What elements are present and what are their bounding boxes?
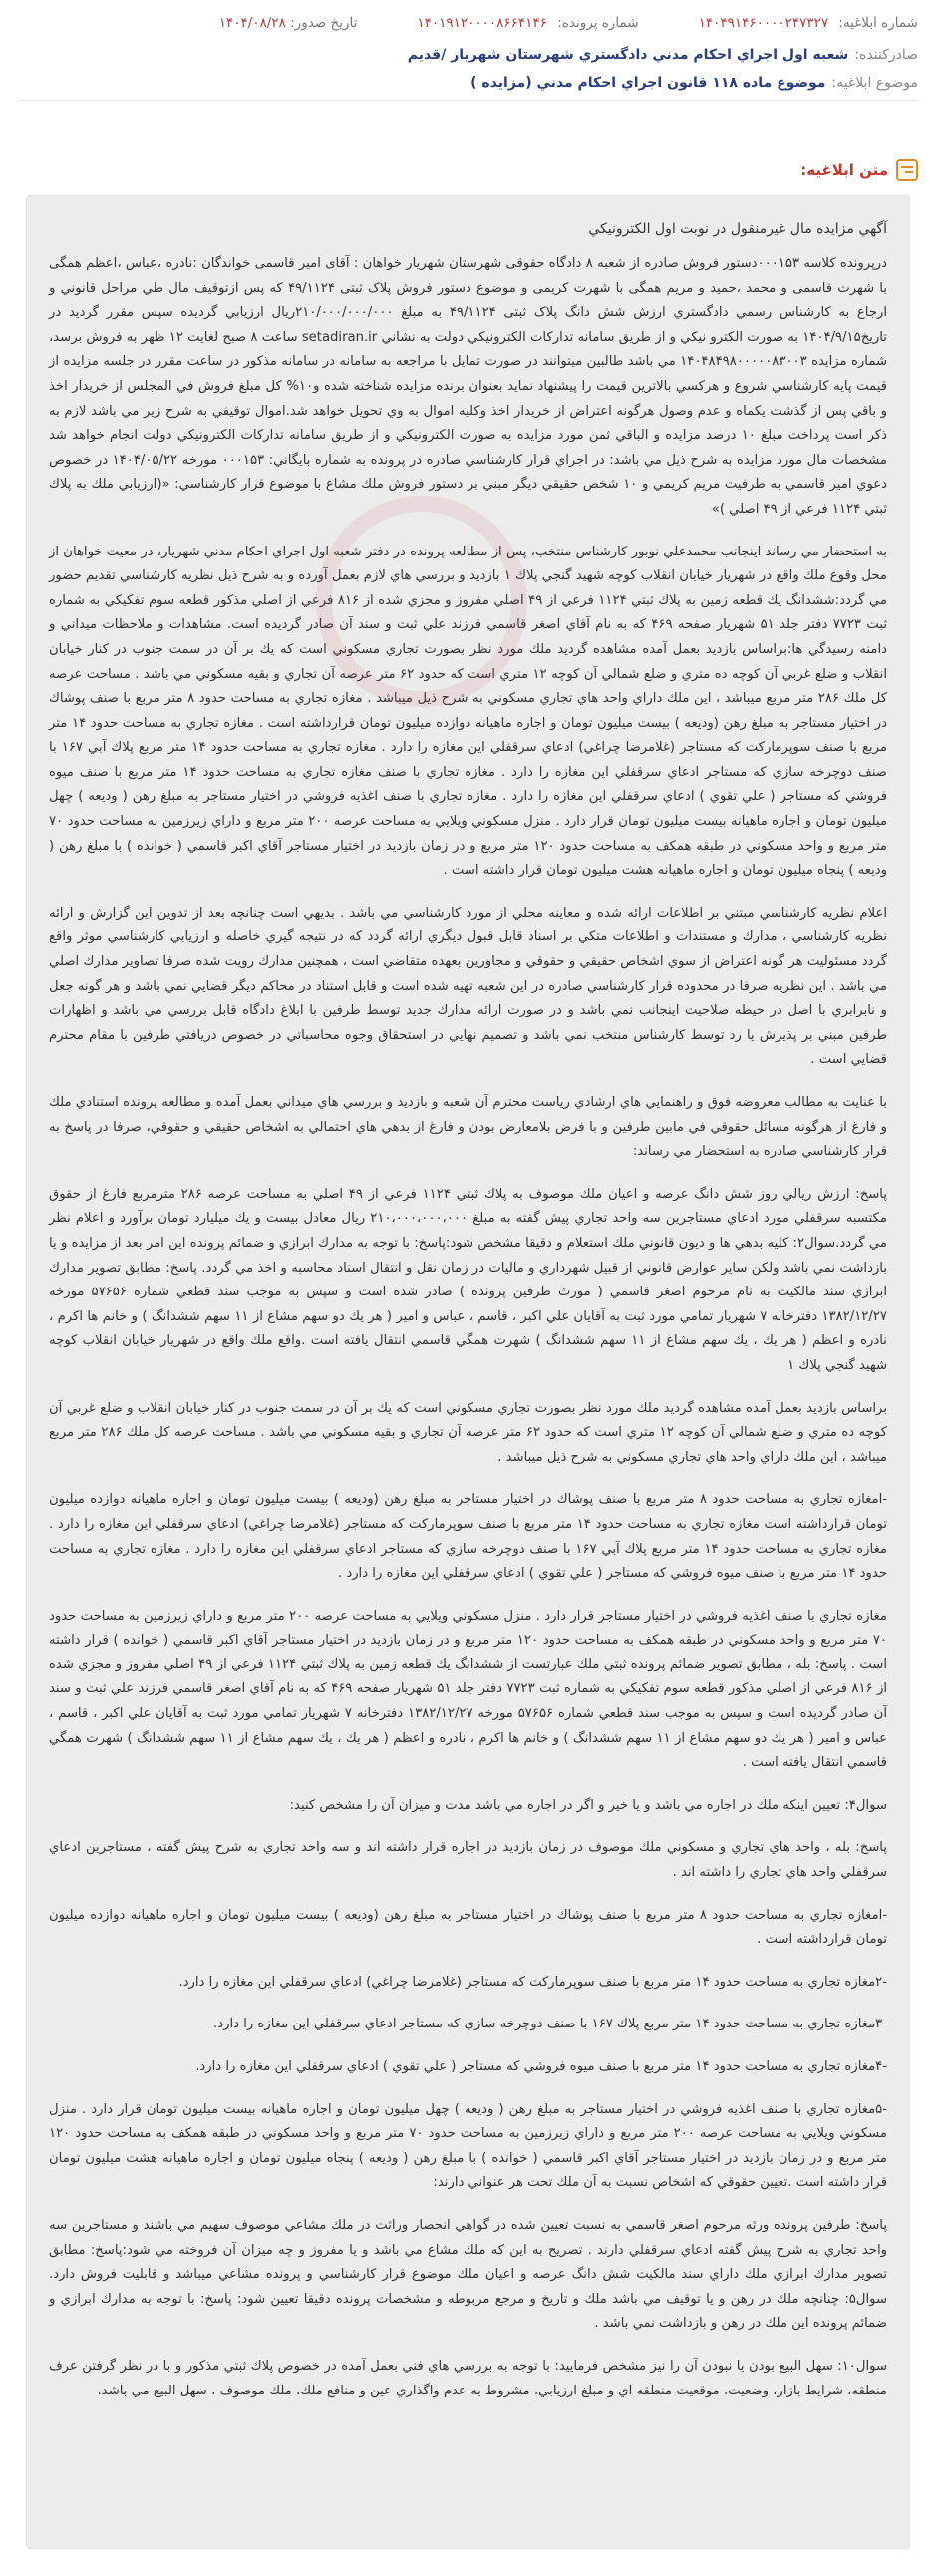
paragraph-10: پاسخ: بله ، واحد هاي تجاري و مسكوني ملك موصوف در زمان بازديد در اجاره قرار داشته اند و سه واحد تجاري به شرح پيش گفته ، مستاجرين ادعاي سرقفلي واحد هاي تجاري را داشته اند . bbox=[49, 1840, 887, 1881]
issuer-value: شعبه اول اجراي احكام مدني دادگستري شهرستان شهريار /قديم bbox=[407, 47, 849, 63]
paragraph-3: اعلام نظريه كارشناسي مبتني بر اطلاعات ارائه شده و معاينه محلي از مورد كارشناسي مي باشد . بديهي است چنانچه بعد از تدوين اين گزارش و ارائه نظريه كارشناسي ، مدارك و مستندات و اطلاعات متكي بر اسناد قابل قبول ديگري ارائه گردد كه در نتيجه گيري خاصله و ارزيابي كارشناسي موثر واقع گردد مسئوليت هر گونه اعتراض از سوي اشخاص حقيقي و حقوقي و مجاورين بعهده متقاضي است ، همچنين مدارك رويت شده صرفا تصاوير مدارك اصلي مي باشد . اين نظريه صرفا در محدوده قرار كارشناسي صادره در اين شعبه تهيه شده است و قابل استناد در محاكم ديگر قضايي نمي باشد و هر گونه جعل و نابرابري با اصل در حيطه صلاحيت اينجانب نمي باشد و در صورت ارائه مدارك جديد توسط طرفين با ابلاغ دادگاه قابل بررسي مي باشد و اظهارات طرفين مبني بر پذيرش يا رد توسط كارشناس منتخب نمي باشد و تصميم نهايي در استحقاق وجوه محاسباتي در خصوص دريافتي طرفين با مقام محترم قضايي است . bbox=[49, 905, 887, 1068]
document-icon bbox=[896, 159, 918, 181]
case-number-label: شماره پرونده: bbox=[557, 15, 639, 31]
issuer-label: صادرکننده: bbox=[854, 47, 918, 63]
notice-number-value: ۱۴۰۴۹۱۴۶۰۰۰۰۲۴۷۳۲۷ bbox=[698, 15, 829, 31]
paragraph-16: پاسخ: طرفين پرونده ورثه مرحوم اصغر قاسمي به نسبت تعيين شده در گواهي انحصار وراثت در ملك مشاعي موصوف سهيم مي باشند و مستاجرين سه واحد تجاري به شرح پيش گفته ادعاي سرقفلي دارند . تصريح به اين كه ملك مشاع مي باشد و يا مفروز و چه ميزان آن فروخته مي شود:پاسخ: مطابق تصوير مدارك ابرازي ملك داراي سند مالكيت شش دانگ عرصه و اعيان ملك موضوع قرار كارشناسي و پرونده مشاعي ميباشد و قابليت فروش دارد. سوال۵: چنانچه ملك در رهن و يا توقيف مي باشد ملك و تاريخ و مرجع مربوطه و مشخصات پرونده دقيقا تعيين شود: پاسخ: با توجه به مدارك ابرازي و ضمائم پرونده اين ملك در رهن و بازداشت نمي باشد . bbox=[49, 2217, 887, 2332]
subject-label: موضوع ابلاغیه: bbox=[831, 75, 918, 91]
paragraph-7: -امغازه تجاري به مساحت حدود ۸ متر مربع با صنف پوشاك در اختيار مستاجر به مبلغ رهن (وديعه ) بيست ميليون تومان و اجاره ماهيانه دوازده ميليون تومان قرارداشته است مغازه تجاري به مساحت حدود ۱۴ متر مربع با صنف سوپرماركت كه مستاجر (غلامرضا چراغي) ادعاي سرقفلي اين مغازه را دارد . مغازه تجاري به مساحت حدود ۱۴ متر مربع پلاك آبي ۱۶۷ با صنف دوچرخه سازي كه مستاجر ادعاي سرقفلي اين مغازه را دارد . مغازه تجاري به مساحت حدود ۱۴ متر مربع با صنف ميوه فروشي كه مستاجر ( علي تقوي ) ادعاي سرقفلي اين مغازه را دارد . bbox=[49, 1492, 887, 1582]
notice-number-label: شماره ابلاغیه: bbox=[838, 15, 918, 31]
issue-date-label: تاریخ صدور: bbox=[290, 15, 358, 31]
paragraph-12: -۲مغازه تجاري به مساحت حدود ۱۴ متر مربع با صنف سوپرماركت كه مستاجر (غلامرضا چراغي) ادعاي سرقفلي اين مغازه را دارد. bbox=[178, 1974, 887, 1990]
notice-header bbox=[0, 0, 936, 110]
notice-meta-row bbox=[18, 10, 918, 36]
paragraph-8: مغازه تجاري با صنف اغذيه فروشي در اختيار مستاجر قرار دارد . منزل مسكوني ويلايي به مساحت عرصه ۲۰۰ متر مربع و داراي زيرزمين به مساحت حدود ۷۰ متر مربع و واحد مسكوني در طبقه همكف به مساحت حدود ۱۲۰ متر مربع و در زمان بازديد در اختيار مستاجر آقاي اكبر قاسمي ( خوانده ) قرار داشته است . پاسخ: بله ، مطابق تصوير ضمائم پرونده ثبتي ملك عبارتست از ششدانگ يك قطعه زمين به پلاك ثبتي ۱۱۲۴ فرعي از ۴۹ اصلي مفروز و مجزي شده از ۸۱۶ فرعي از اصلي مذكور قطعه سوم تفكيكي به شماره ثبت ۷۷۲۳ دفتر جلد ۵۱ شهريار صفحه ۴۶۹ كه به نام آقاي اصغر قاسمي فرزند علي ثبت و سند آن صادر گرديده است و سپس به موجب سند قطعي شماره ۵۷۶۵۶ مورخه ۱۳۸۲/۱۲/۲۷ دفترخانه ۷ شهريار تمامي مورد ثبت به آقايان علي اكبر ، قاسم ، عباس و امير ( هر يك دو سهم مشاع از ۱۱ سهم ششدانگ ) و خانم ها اكرم ، نادره و اعظم ( هر يك ، يك سهم مشاع از ۱۱ سهم ششدانگ ) شهرت همگي قاسمي انتقال يافته است . bbox=[49, 1608, 888, 1771]
notice-number bbox=[699, 15, 918, 31]
paragraph-4: با عنايت به مطالب معروضه فوق و راهنمايي هاي ارشادي رياست محترم آن شعبه و بازديد و بررسي هاي ميداني بعمل آمده و مطالعه پرونده استنادي ملك و فارغ از هرگونه مسائل حقوقي في مابين طرفين و با فرض بلامعارض بودن و فارغ از بدهي هاي احتمالي به اشخاص حقيقي و حقوقي، صرفا در پاسخ به قرار كارشناسي صادره به استحضار مي رساند: bbox=[49, 1095, 887, 1160]
issuer-row bbox=[18, 42, 918, 68]
case-number bbox=[417, 15, 638, 31]
issue-date-value: ۱۴۰۴/۰۸/۲۸ bbox=[218, 15, 286, 31]
paragraph-5: پاسخ: ارزش ريالي روز شش دانگ عرصه و اعيان ملك موصوف به پلاك ثبتي ۱۱۲۴ فرعي از ۴۹ اصلي به مساحت عرصه ۲۸۶ مترمربع فارغ از حقوق مكتسبه سرقفلي مورد ادعاي مستاجرين سه واحد تجاري پيش گفته به مبلغ ۲۱۰،۰۰۰،۰۰۰،۰۰۰ ريال معادل بيست و يك ميليارد تومان برآورد و اعلام نظر مي گردد.سوال۲: كليه بدهي ها و ديون قانوني ملك استعلام و دقيقا مشخص شود:پاسخ: با توجه به مدارك ابرازي و ضمائم پرونده اين امر بعد از مزايده و يا بازداشت نمي باشد ولكن ساير عوارض قانوني از قبيل شهرداري و ماليات در زمان نقل و انتقال اسناد محاسبه و اخذ مي گردد. پاسخ: مطابق تصوير مدارك ابرازي سند مالكيت به نام مرحوم اصغر قاسمي ( مورث طرفين پرونده ) صادر شده است و سپس به موجب سند قطعي شماره ۵۷۶۵۶ مورخه ۱۳۸۲/۱۲/۲۷ دفترخانه ۷ شهريار تمامي مورد ثبت به آقايان علي اكبر ، قاسم ، عباس و امير ( هر يك دو سهم مشاع از ۱۱ سهم ششدانگ ) و خانم ها اكرم ، نادره و اعظم ( هر يك ، يك سهم مشاع از ۱۱ سهم ششدانگ ) شهرت همگي قاسمي انتقال يافته است .واقع ملك واقع در شهريار خيابان انقلاب كوچه شهيد گنجي پلاك ۱ bbox=[49, 1186, 887, 1373]
paragraph-13: -۳مغازه تجاري به مساحت حدود ۱۴ متر مربع پلاك ۱۶۷ با صنف دوچرخه سازي كه مستاجر ادعاي سرقفلي اين مغازه را دارد. bbox=[213, 2017, 887, 2032]
notice-body-panel bbox=[26, 195, 910, 2549]
paragraph-2: به استحضار مي رساند اينجانب محمدعلي نوبور كارشناس منتخب، پس از مطالعه پرونده در دفتر شعبه اول اجراي احكام مدني شهريار، در معيت خواهان از محل وقوع ملك واقع در شهريار خيابان انقلاب كوچه شهيد گنجي پلاك ۱ بازديد و بررسي هاي لازم بعمل آورده و به شرح ذيل نظريه كارشناسي تقديم حضور مي گردد:ششدانگ يك قطعه زمين به پلاك ثبتي ۱۱۲۴ فرعي از ۴۹ اصلي مفروز و مجزي شده از ۸۱۶ فرعي از اصلي مذكور قطعه سوم تفكيكي به شماره ثبت ۷۷۲۳ دفتر جلد ۵۱ شهريار صفحه ۴۶۹ كه به نام آقاي اصغر قاسمي فرزند علي ثبت و سند آن صادر گرديده است. مشاهدات و ملاحظات ميداني و دامنه رسيدگي ها:براساس بازديد بعمل آمده مشاهده گرديد ملك مورد نظر بصورت تجاري مسكوني است كه يك بر آن در سمت جنوب در كنار خيابان انقلاب و ضلع غربي آن كوچه ده متري و ضلع شمالي آن كوچه ۱۲ متري است كه حدود ۶۲ متر عرصه آن تجاري و بقيه مسكوني مي باشد . مساحت عرصه كل ملك ۲۸۶ متر مربع ميباشد ، اين ملك داراي واحد هاي تجاري مسكوني به شرح ذيل ميباشد . مغازه تجاري به مساحت حدود ۸ متر مربع با صنف پوشاك در اختيار مستاجر به مبلغ رهن (وديعه ) بيست ميليون تومان و اجاره ماهيانه دوازده ميليون تومان قرارداشته است . مغازه تجاري به مساحت حدود ۱۴ متر مربع با صنف سوپرماركت كه مستاجر (غلامرضا چراغي) ادعاي سرقفلي اين مغازه را دارد . مغازه تجاري به مساحت حدود ۱۴ متر مربع پلاك آبي ۱۶۷ با صنف دوچرخه سازي كه مستاجر ادعاي سرقفلي اين مغازه را دارد . مغازه تجاري با صنف مغازه تجاري به مساحت حدود ۱۴ متر مربع با صنف ميوه فروشي كه مستاجر ( علي تقوي ) ادعاي سرقفلي اين مغازه را دارد . مغازه تجاري با صنف اغذيه فروشي در اختيار مستاجر به مبلغ رهن ( وديعه ) چهل ميليون تومان و اجاره ماهيانه بيست ميليون تومان قرار دارد . منزل مسكوني ويلايي به مساحت عرصه ۲۰۰ متر مربع و داراي زيرزمين به مساحت حدود ۷۰ متر مربع و واحد مسكوني در طبقه همكف به مساحت حدود ۱۲۰ متر مربع و در زمان بازديد در اختيار مستاجر آقاي اكبر قاسمي ( خوانده ) با مبلغ رهن ( وديعه ) پنجاه ميليون تومان و اجاره ماهيانه هشت ميليون تومان قرار داشته است . bbox=[49, 544, 888, 879]
paragraph-1: درپرونده کلاسه ۰۰۰۱۵۳دستور فروش صادره از شعبه ۸ دادگاه حقوقی شهرستان شهریار خواهان : آقای امیر قاسمی خواندگان :نادره ،عباس ،اعظم همگی با شهرت قاسمی و محمد ،حمید و مریم همگی با شهرت کریمی و موضوع دستور فروش پلاک ثبتی ۴۹/۱۱۲۴ که پس ازتوقیف مال طي مراحل قانوني و ارجاع به کارشناس رسمي دادگستري ارزش شش دانگ پلاک ثبتی ۴۹/۱۱۲۴ به مبلغ ۲۱۰/۰۰۰/۰۰۰/۰۰۰ريال ارزيابي گرديده سپس مقرر گرديد در تاريخ۱۴۰۴/۹/۱۵ به صورت الكترو نيكي و از طريق سامانه تداركات الكترونيكي دولت به نشاني setadiran.ir ساعت ۸ صبح لغایت ۱۲ ظهر به فروش برسد، شماره مزايده ۱۴۰۴۸۴۹۸۰۰۰۰۰۸۳۰۰۳ مي باشد طالبين ميتوانند در صورت تمايل با مراجعه به سامانه در سامانه مذکور در ساعت مقرر در جلسه مزايده از قيمت پايه كارشناسي شروع و هرکسي بالاترين قيمت را پيشنهاد نمايد بعنوان برنده مزايده شناخته شده و۱۰% کل مبلغ فروش في المجلس از خريدار اخذ و باقي پس از گذشت يكماه و عدم وصول هرگونه اعتراض از خريدار اخذ وكليه اموال به وي تحويل خواهد شد.اموال توقيفي به شرح زير مي باشد لازم به ذكر است پرداخت مبلغ ۱۰ درصد مزايده و الباقي ثمن مورد مزايده به صورت الكترونيكي و از طريق سامانه تداركات الكترونيكي دولت انجام خواهد شد مشخصات مال مورد مزايده به شرح ذيل مي باشد: در اجراي قرار كارشناسي صادره در پرونده به شماره بايگاني: ۰۰۰۱۵۳ مورخه ۱۴۰۴/۰۵/۲۲ در خصوص دعوي امير قاسمي به طرفيت مريم كريمي و ۱۰ شخص حقيقي ديگر مبني بر دستور فروش ملك مشاع با موضوع قرار كارشناسي: «(ارزيابي ملك به پلاك ثبتي ۱۱۲۴ فرعي از ۴۹ اصلي )» bbox=[49, 256, 887, 517]
paragraph-15: -۵مغازه تجاري با صنف اغذيه فروشي در اختيار مستاجر به مبلغ رهن ( وديعه ) چهل ميليون تومان و اجاره ماهيانه بيست ميليون تومان قرار دارد . منزل مسكوني ويلايي به مساحت عرصه ۲۰۰ متر مربع و داراي زيرزمين به مساحت حدود ۷۰ متر مربع و واحد مسكوني در طبقه همكف به مساحت حدود ۱۲۰ متر مربع و در زمان بازديد در اختيار مستاجر آقاي اكبر قاسمي ( خوانده ) با مبلغ رهن ( وديعه ) پنجاه ميليون تومان و اجاره ماهيانه هشت ميليون تومان قرار داشته است .تعيين حقوقي كه اشخاص نسبت به آن ملك تحت هر عنواني دارند: bbox=[49, 2101, 887, 2191]
header-divider bbox=[18, 100, 918, 101]
section-title: متن ابلاغیه: bbox=[800, 161, 888, 179]
paragraph-6: براساس بازديد بعمل آمده مشاهده گرديد ملك مورد نظر بصورت تجاري مسكوني است كه يك بر آن در سمت جنوب در كنار خيابان انقلاب و ضلع غربي آن كوچه ده متري و ضلع شمالي آن كوچه ۱۲ متري است كه حدود ۶۲ متر عرصه آن تجاري و بقيه مسكوني مي باشد . مساحت عرصه كل ملك ۲۸۶ متر مربع ميباشد ، اين ملك داراي واحد هاي تجاري مسكوني به شرح ذيل ميباشد . bbox=[49, 1400, 887, 1465]
issue-date bbox=[219, 15, 358, 31]
subject-value: موضوع ماده ۱۱۸ قانون اجراي احكام مدني (مزايده ) bbox=[470, 75, 826, 91]
paragraph-17: سوال۱۰: سهل البيع بودن يا نبودن آن را نيز مشخص فرماييد: با توجه به بررسي هاي فني بعمل آمده در خصوص پلاك ثبتي مذكور و با در نظر گرفتن عرف منطقه، شرايط بازار، وضعيت، موقعيت منطقه اي و مبلغ ارزيابي، مشروط به عدم واگذاري عين و منافع ملك، ملك موصوف ، سهل البيع مي باشد. bbox=[49, 2358, 887, 2398]
paragraph-11: -امغازه تجاري به مساحت حدود ۸ متر مربع با صنف پوشاك در اختيار مستاجر به مبلغ رهن (وديعه ) بيست ميليون تومان و اجاره ماهيانه دوازده ميليون تومان قرارداشته است . bbox=[49, 1907, 887, 1948]
paragraph-9: سوال۴: تعيين اينكه ملك در اجاره مي باشد و يا خير و اگر در اجاره مي باشد مدت و ميزان آن را مشخص كنيد: bbox=[289, 1797, 887, 1813]
ad-title: آگهي مزايده مال غيرمنقول در نوبت اول الكترونيكي bbox=[588, 221, 887, 237]
case-number-value: ۱۴۰۱۹۱۲۰۰۰۰۸۶۶۴۱۴۶ bbox=[417, 15, 547, 31]
subject-row bbox=[18, 70, 918, 96]
paragraph-14: -۴مغازه تجاري به مساحت حدود ۱۴ متر مربع با صنف ميوه فروشي كه مستاجر ( علي تقوي ) ادعاي سرقفلي اين مغازه را دارد. bbox=[195, 2059, 887, 2074]
section-heading bbox=[800, 156, 918, 184]
